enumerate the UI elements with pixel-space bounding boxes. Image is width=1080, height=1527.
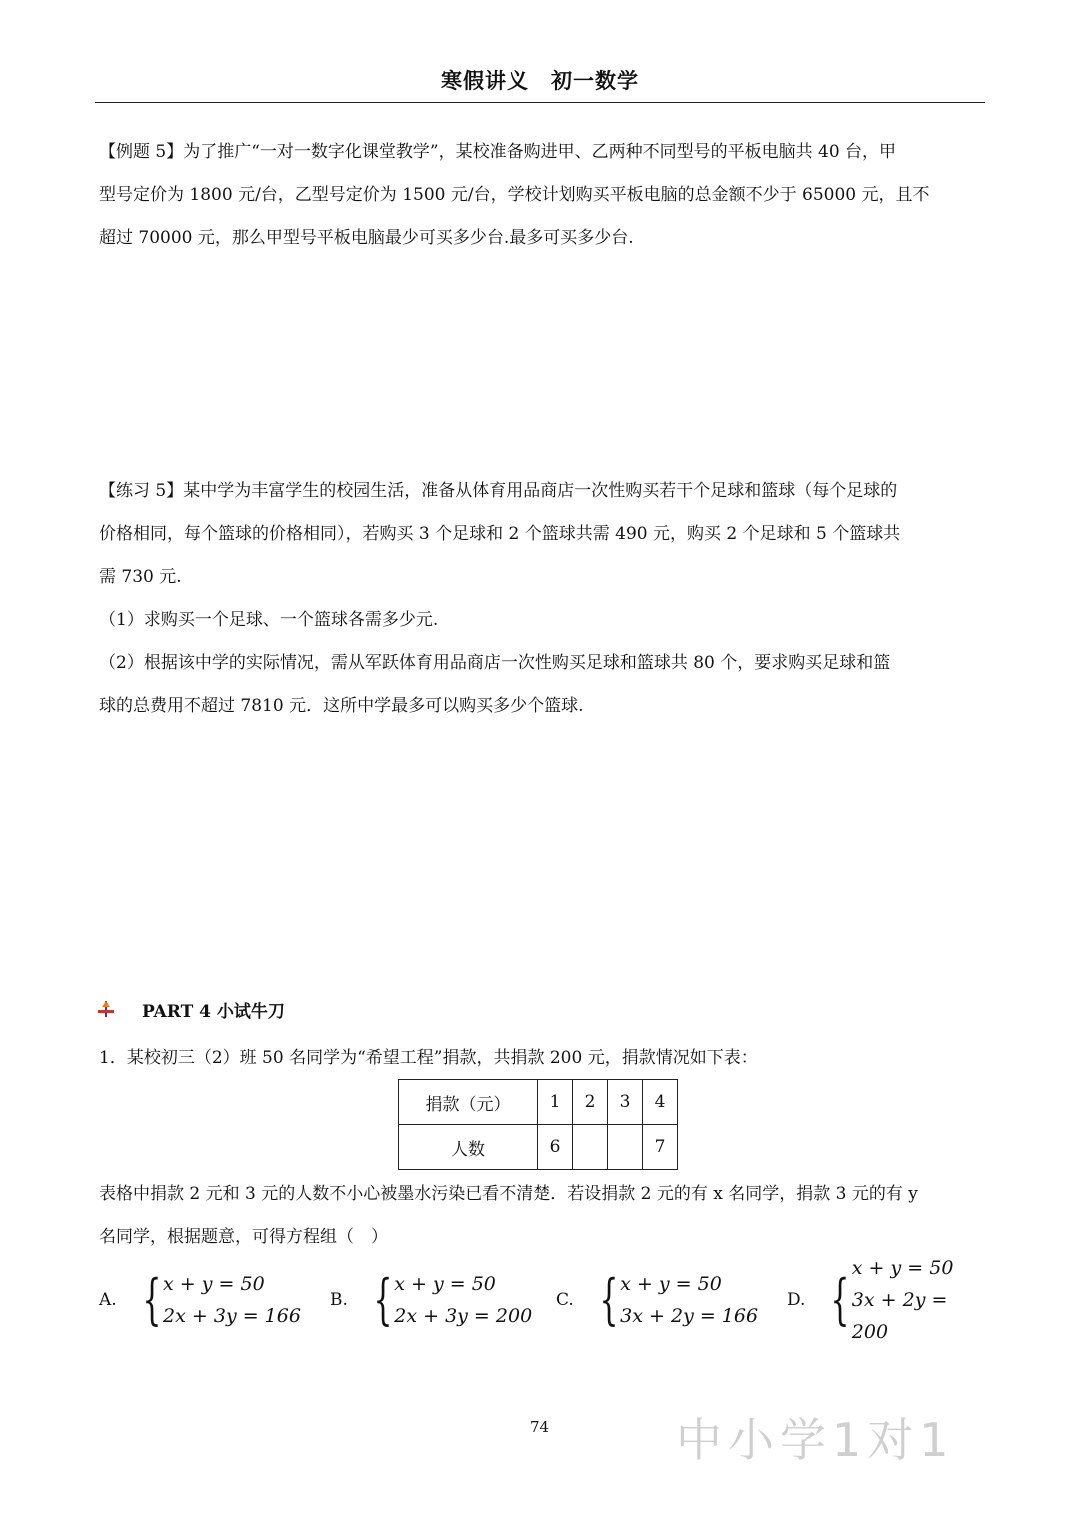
question-1-line: 名同学，根据题意，可得方程组（ ） <box>99 1227 388 1247</box>
question-1-text: 1．某校初三（2）班 50 名同学为“希望工程”捐款，共捐款 200 元，捐款情况如下表： <box>99 1048 758 1068</box>
question-1-body <box>99 1173 983 1259</box>
table-cell: 6 <box>538 1125 573 1170</box>
brace-icon: { <box>599 1268 619 1331</box>
table-cell <box>608 1125 643 1170</box>
option-c[interactable] <box>556 1266 758 1334</box>
example-5-line: 型号定价为 1800 元/台，乙型号定价为 1500 元/台，学校计划购买平板电脑的总金额不少于 65000 元，且不 <box>99 185 930 205</box>
table-cell: 1 <box>538 1080 573 1125</box>
table-cell: 3 <box>608 1080 643 1125</box>
equation: x + y = 50 <box>394 1273 496 1295</box>
bullet-icon <box>98 1001 114 1017</box>
equation: 2x + 3y = 166 <box>163 1305 301 1327</box>
equation: 3x + 2y = 200 <box>851 1289 948 1343</box>
watermark: 中小学1对1 <box>676 1413 955 1467</box>
equation-system <box>852 1252 983 1348</box>
header-title: 寒假讲义 初一数学 <box>441 69 639 93</box>
donation-table <box>398 1079 678 1170</box>
equation-system <box>163 1268 301 1332</box>
equation: 3x + 2y = 166 <box>620 1305 759 1327</box>
option-label: B. <box>330 1290 348 1310</box>
practice-5-subquestion-2: （2）根据该中学的实际情况，需从军跃体育用品商店一次性购买足球和篮球共 80 个，要求购买足球和篮 <box>99 653 891 673</box>
question-1-intro <box>99 1037 983 1080</box>
table-row <box>399 1125 678 1170</box>
table-cell: 2 <box>573 1080 608 1125</box>
equation: x + y = 50 <box>163 1273 265 1295</box>
option-d[interactable] <box>787 1257 983 1343</box>
page-number: 74 <box>530 1418 550 1436</box>
option-label: D. <box>787 1290 806 1310</box>
option-label: C. <box>556 1290 574 1310</box>
equation: x + y = 50 <box>851 1257 954 1279</box>
table-cell: 4 <box>643 1080 678 1125</box>
equation-system <box>620 1268 758 1332</box>
page-header <box>95 66 985 103</box>
equation: 2x + 3y = 200 <box>394 1305 533 1327</box>
brace-icon: { <box>373 1268 393 1331</box>
part-4-heading <box>98 994 285 1024</box>
practice-5-line: 价格相同，每个篮球的价格相同），若购买 3 个足球和 2 个篮球共需 490 元，购买 2 个足球和 5 个篮球共 <box>99 524 901 544</box>
practice-5 <box>99 470 983 728</box>
part-4-title: PART 4 小试牛刀 <box>142 1001 285 1022</box>
option-b[interactable] <box>330 1266 532 1334</box>
practice-5-line: 球的总费用不超过 7810 元．这所中学最多可以购买多少个篮球. <box>99 696 584 716</box>
answer-options <box>99 1257 983 1343</box>
option-label: A. <box>99 1290 117 1310</box>
equation: x + y = 50 <box>620 1273 722 1295</box>
option-a[interactable] <box>99 1266 301 1334</box>
example-5-line: 【例题 5】为了推广“一对一数字化课堂教学”，某校准备购进甲、乙两种不同型号的平板电脑共 40 台，甲 <box>99 142 897 162</box>
table-cell <box>573 1125 608 1170</box>
example-5-line: 超过 70000 元，那么甲型号平板电脑最少可买多少台.最多可买多少台. <box>99 228 634 248</box>
equation-system <box>394 1268 532 1332</box>
brace-icon: { <box>142 1268 162 1331</box>
practice-5-line: 需 730 元. <box>99 567 182 587</box>
table-cell: 人数 <box>399 1125 538 1170</box>
practice-5-subquestion-1: （1）求购买一个足球、一个篮球各需多少元. <box>99 610 439 630</box>
question-1-line: 表格中捐款 2 元和 3 元的人数不小心被墨水污染已看不清楚．若设捐款 2 元的有 x 名同学，捐款 3 元的有 y <box>99 1184 918 1204</box>
brace-icon: { <box>830 1268 850 1331</box>
table-row <box>399 1080 678 1125</box>
table-cell: 7 <box>643 1125 678 1170</box>
table-cell: 捐款（元） <box>399 1080 538 1125</box>
example-5 <box>99 131 983 260</box>
practice-5-line: 【练习 5】某中学为丰富学生的校园生活，准备从体育用品商店一次性购买若干个足球和篮球（每个足球的 <box>99 481 898 501</box>
